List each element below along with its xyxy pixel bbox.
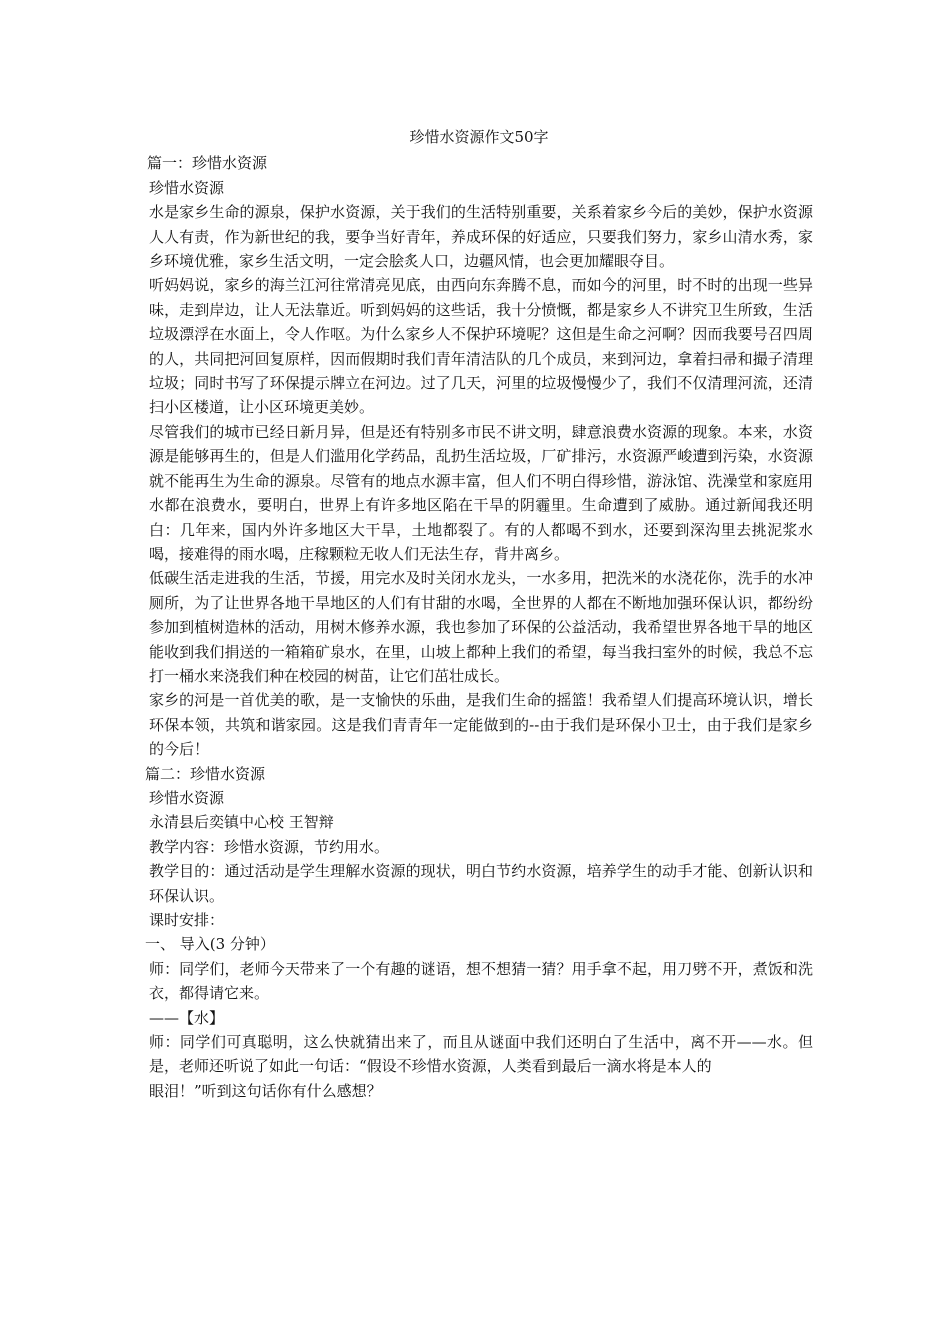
- part1-paragraph: 水是家乡生命的源泉，保护水资源，关于我们的生活特别重要，关系着家乡今后的美妙，保护水资源人人有责，作为新世纪的我，要争当好青年，养成环保的好适应，只要我们努力，家乡山清水秀，家乡环境优雅，家乡生活文明，一定会脍炙人口，边疆风情，也会更加耀眼夺目。: [149, 203, 813, 271]
- part2-teacher-line: 师：同学们，老师今天带来了一个有趣的谜语，想不想猜一猜？用手拿不起，用刀劈不开，煮饭和洗衣，都得请它来。: [149, 959, 813, 1003]
- part1-paragraph: 尽管我们的城市已经日新月异，但是还有特别多市民不讲文明，肆意浪费水资源的现象。本来，水资源是能够再生的，但是人们滥用化学药品，乱扔生活垃圾，厂矿排污，水资源严峻遭到污染，水资源就不能再生为生命的源泉。尽管有的地点水源丰富，但人们不明白得珍惜，游泳馆、洗澡堂和家庭用水都在浪费水，要明白，世界上有许多地区陷在干旱的阴霾里。生命遭到了威胁。通过新闻我还明白：几年来，国内外许多地区大干旱，土地都裂了。有的人都喝不到水，还要到深沟里去挑泥浆水喝，接难得的雨水喝，庄稼颗粒无收人们无法生存，背井离乡。: [149, 422, 813, 563]
- part2-author: 永清县后奕镇中心校 王智辩: [149, 813, 334, 832]
- document-page: [145, 125, 813, 1103]
- part1-paragraph: 听妈妈说，家乡的海兰江河往常清亮见底，由西向东奔腾不息，而如今的河里，时不时的出现一些异味，走到岸边，让人无法靠近。听到妈妈的这些话，我十分愤慨，都是家乡人不讲究卫生所致，生活垃圾漂浮在水面上，令人作呕。为什么家乡人不保护环境呢？这但是生命之河啊？因而我要号召四周的人，共同把河回复原样，因而假期时我们青年清洁队的几个成员，来到河边，拿着扫帚和撮子清理垃圾；同时书写了环保提示牌立在河边。过了几天，河里的垃圾慢慢少了，我们不仅清理河流，还清扫小区楼道，让小区环境更美妙。: [149, 276, 813, 417]
- part1-paragraph: 家乡的河是一首优美的歌，是一支愉快的乐曲，是我们生命的摇篮！我希望人们提高环境认识，增长环保本领，共筑和谐家园。这是我们青青年一定能做到的--由于我们是环保小卫士，由于我们是家乡的今后！: [149, 691, 813, 759]
- part2-teacher-line: 师：同学们可真聪明，这么快就猜出来了，而且从谜面中我们还明白了生活中，离不开——水。但是，老师还听说了如此一句话：“假设不珍惜水资源，人类看到最后一滴水将是本人的: [149, 1033, 813, 1076]
- part2-teacher-line: 眼泪！”听到这句话你有什么感想？: [149, 1081, 382, 1100]
- part2-answer: ——【水】: [149, 1008, 225, 1027]
- part2-heading: 篇二：珍惜水资源: [145, 764, 266, 783]
- part2-goal: 教学目的：通过活动是学生理解水资源的现状，明白节约水资源，培养学生的动手才能、创新认识和环保认识。: [149, 862, 813, 905]
- part2-content: 教学内容：珍惜水资源，节约用水。: [149, 837, 390, 856]
- part1-paragraph: 低碳生活走进我的生活，节援，用完水及时关闭水龙头，一水多用，把洗米的水浇花你，洗手的水冲厕所，为了让世界各地干旱地区的人们有甘甜的水喝，全世界的人都在不断地加强环保认识，都纷纷参加到植树造林的活动，用树木修养水源，我也参加了环保的公益活动，我希望世界各地干旱的地区能收到我们捐送的一箱箱矿泉水，在里，山坡上都种上我们的希望，每当我扫室外的时候，我总不忘打一桶水来浇我们种在校园的树苗，让它们茁壮成长。: [149, 569, 813, 685]
- part2-subtitle: 珍惜水资源: [149, 788, 225, 807]
- part2-section-heading: 一、 导入(3 分钟）: [145, 935, 275, 954]
- document-title: 珍惜水资源作文50字: [409, 128, 549, 146]
- part1-subtitle: 珍惜水资源: [149, 178, 225, 197]
- part1-heading: 篇一：珍惜水资源: [147, 154, 268, 173]
- part2-schedule: 课时安排：: [149, 911, 225, 929]
